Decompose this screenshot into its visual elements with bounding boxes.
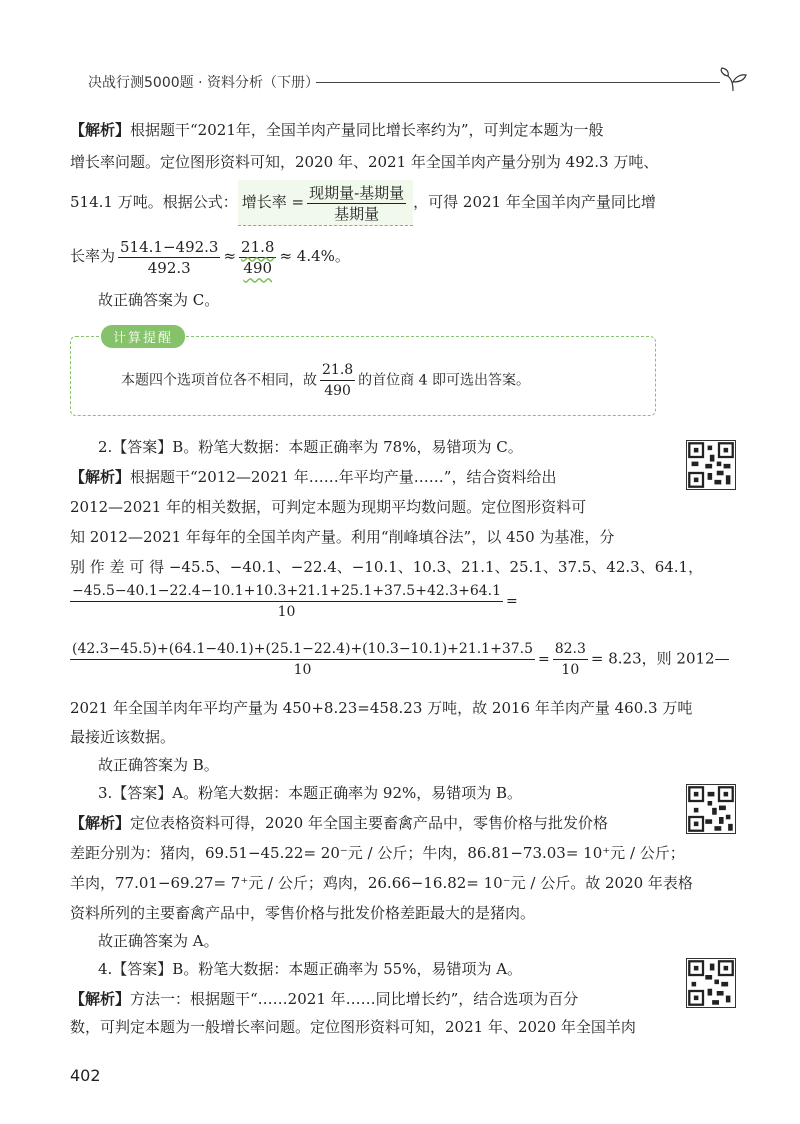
q2-answer: 故正确答案为 B。 (98, 756, 219, 774)
q2-line-4: 别 作 差 可 得 −45.5、−40.1、−22.4、−10.1、10.3、21.1、25.1、37.5、42.3、64.1， (70, 558, 704, 576)
q1-line-1: 【解析】根据题干“2021年，全国羊肉产量同比增长率约为”，可判定本题为一般 (70, 121, 604, 139)
q3-line-1: 【解析】定位表格资料可得，2020 年全国主要畜禽产品中，零售价格与批发价格 (70, 814, 608, 832)
running-header (88, 66, 748, 96)
q3-line-2: 差距分别为：猪肉，69.51−45.22= 20⁻元 / 公斤；牛肉，86.81−73.03= 10⁺元 / 公斤； (70, 844, 685, 862)
q4-line-2: 数，可判定本题为一般增长率问题。定位图形资料可知，2021 年、2020 年全国羊肉 (70, 1018, 636, 1036)
q2-answer-head: 2.【答案】B。粉笔大数据：本题正确率为 78%，易错项为 C。 (98, 438, 523, 456)
q2-line-3: 知 2012—2021 年每年的全国羊肉产量。利用“削峰填谷法”，以 450 为基准，分 (70, 528, 615, 546)
q1-fraction-1: $\frac{514.1-492.3}{492.3}$ (120, 237, 219, 277)
q2-line-8: 最接近该数据。 (70, 728, 176, 746)
q4-answer-head: 4.【答案】B。粉笔大数据：本题正确率为 55%，易错项为 A。 (98, 960, 523, 978)
tip-text: 本题四个选项首位各不相同，故 $\frac{21.8}{490}$ 的首位商 4 即可选出答案。 (121, 362, 530, 399)
q1-explain-tag: 【解析】 (70, 121, 131, 139)
header-title: 决战行测5000题 · 资料分析（下册） (88, 75, 319, 91)
q1-line-2: 增长率问题。定位图形资料可知，2020 年、2021 年全国羊肉产量分别为 492.3 万吨、 (70, 153, 659, 171)
page-number: 402 (70, 1066, 101, 1085)
q2-line-1: 【解析】根据题干“2012—2021 年……年平均产量……”，结合资料给出 (70, 468, 557, 486)
q2-line-7: 2021 年全国羊肉年平均产量为 450+8.23=458.23 万吨，故 2016 年羊肉产量 460.3 万吨 (70, 699, 693, 717)
q1-fraction-2: $\frac{21.8}{490}$ (241, 237, 275, 277)
q3-line-3: 羊肉，77.01−69.27= 7⁺元 / 公斤；鸡肉，26.66−16.82= 10⁻元 / 公斤。故 2020 年表格 (70, 874, 693, 892)
qr-code-icon[interactable] (686, 440, 736, 490)
q1-line-3: 514.1 万吨。根据公式： 增长率 = $\frac{\text{现期量-基期量}}{\text{基期量}}$ ，可得 2021 年全国羊肉产量同比增 (70, 180, 660, 226)
q2-line-2: 2012—2021 年的相关数据，可判定本题为现期平均数问题。定位图形资料可 (70, 498, 587, 516)
calculation-tip-box (70, 331, 656, 416)
qr-code-icon[interactable] (686, 958, 736, 1008)
q3-answer: 故正确答案为 A。 (98, 932, 219, 950)
q2-equation-1: $\frac{-45.5-40.1-22.4-10.1+10.3+21.1+25.1+37.5+42.3+64.1}{10}$ = (72, 583, 518, 620)
q3-line-4: 资料所列的主要畜禽产品中，零售价格与批发价格差距最大的是猪肉。 (70, 904, 536, 922)
q4-line-1: 【解析】方法一：根据题干“……2021 年……同比增长约”，结合选项为百分 (70, 990, 579, 1008)
q3-answer-head: 3.【答案】A。粉笔大数据：本题正确率为 92%，易错项为 B。 (98, 784, 523, 802)
qr-code-icon[interactable] (686, 784, 736, 834)
q1-line-4: 长率为 $\frac{514.1-492.3}{492.3}$ ≈ $\frac{21.8}{490}$ ≈ 4.4%。 (70, 237, 350, 277)
growth-rate-formula: 增长率 = $\frac{\text{现期量-基期量}}{\text{基期量}}$ (238, 180, 413, 226)
tip-label: 计算提醒 (101, 325, 185, 348)
sprout-icon (718, 66, 748, 92)
header-rule (316, 82, 720, 83)
q1-answer: 故正确答案为 C。 (98, 291, 220, 309)
q2-equation-2: $\frac{(42.3-45.5)+(64.1-40.1)+(25.1-22.4)+(10.3-10.1)+21.1+37.5}{10}$ = $\frac{82.3}{10}$ = 8.23，则 2012— (72, 641, 730, 678)
